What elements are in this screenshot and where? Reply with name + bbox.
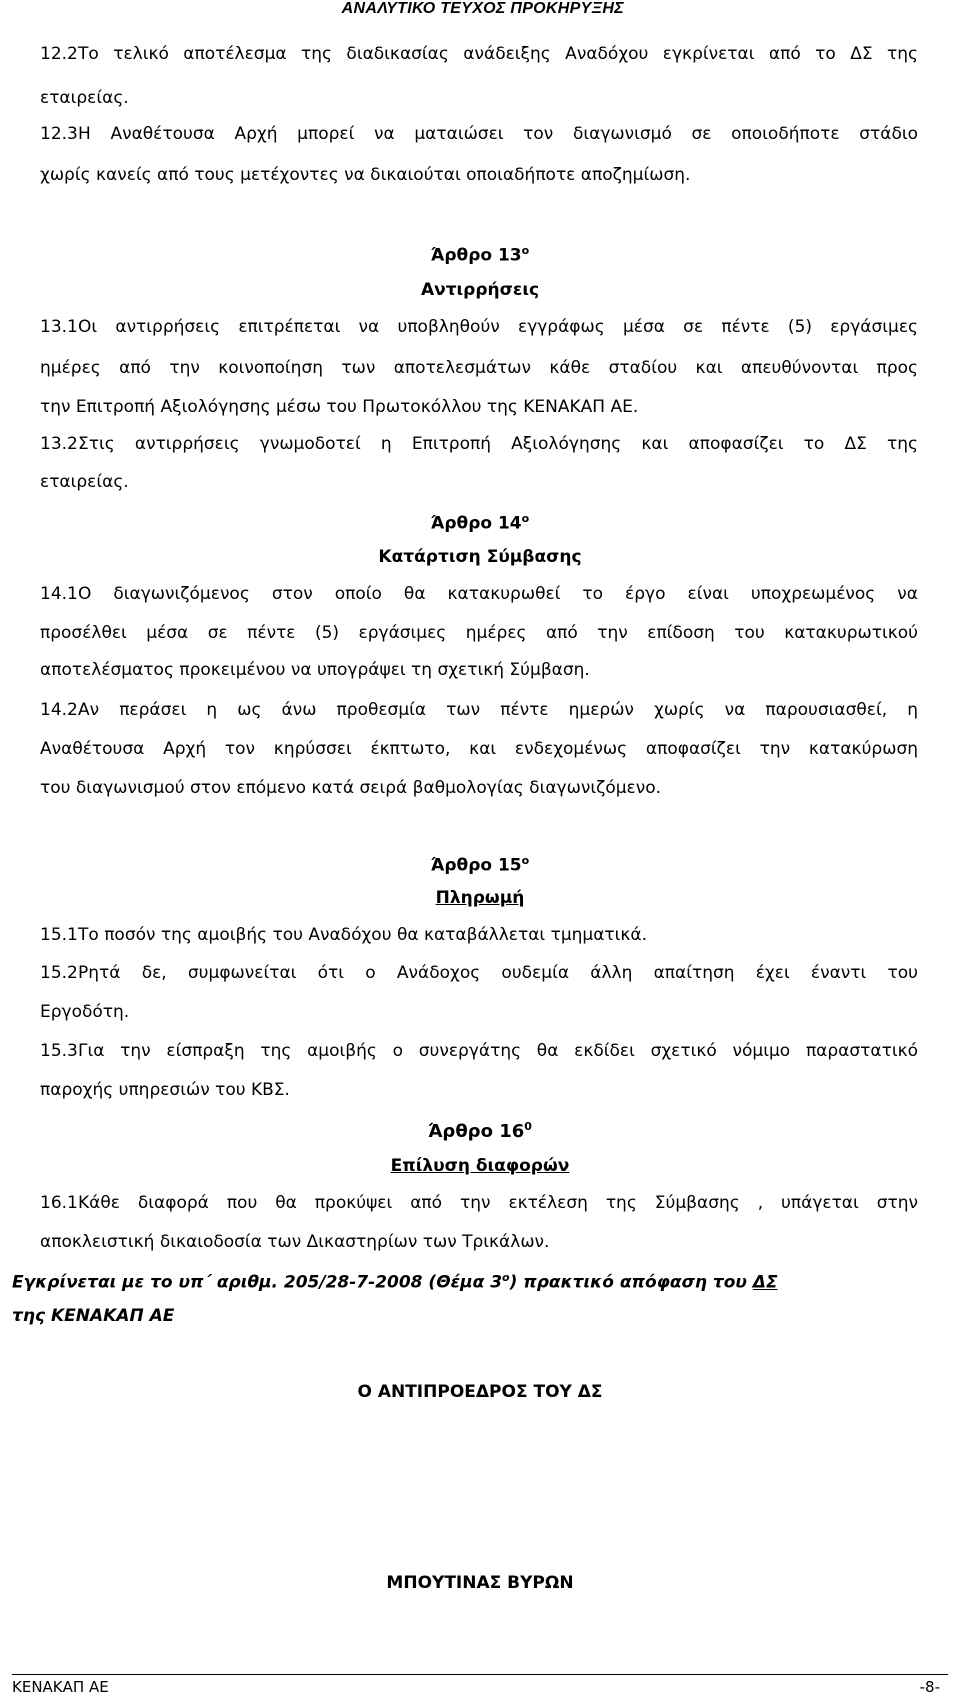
article-14-title: Άρθρο $14^o$: [430, 512, 530, 534]
paragraph-number: 15.3: [40, 1041, 78, 1061]
paragraph-16-1-line-1: 16.1Κάθε διαφορά που θα προκύψει από την εκτέλεση της Σύμβασης , υπάγεται στην: [40, 1193, 918, 1213]
paragraph-12-2-line-1: 12.2Το τελικό αποτέλεσμα της διαδικασίας ανάδειξης Αναδόχου εγκρίνεται από το ΔΣ της: [40, 44, 918, 64]
paragraph-number: 15.1: [40, 925, 78, 945]
paragraph-number: 16.1: [40, 1193, 78, 1213]
paragraph-13-2-line-1: 13.2Στις αντιρρήσεις γνωμοδοτεί η Επιτροπή Αξιολόγησης και αποφασίζει το ΔΣ της: [40, 434, 918, 454]
paragraph-14-1-line-1: 14.1Ο διαγωνιζόμενος στον οποίο θα κατακυρωθεί το έργο είναι υποχρεωμένος να: [40, 584, 918, 604]
footer-company: ΚΕΝΑΚΑΠ ΑΕ: [12, 1678, 109, 1696]
paragraph-15-3-line-2: παροχής υπηρεσιών του ΚΒΣ.: [40, 1080, 290, 1100]
article-15-subtitle: Πληρωμή: [435, 888, 525, 908]
article-14-subtitle: Κατάρτιση Σύμβασης: [378, 547, 582, 567]
paragraph-15-2-line-2: Εργοδότη.: [40, 1002, 130, 1022]
paragraph-16-1-line-2: αποκλειστική δικαιοδοσία των Δικαστηρίων των Τρικάλων.: [40, 1232, 550, 1252]
paragraph-15-3-line-1: 15.3Για την είσπραξη της αμοιβής ο συνεργάτης θα εκδίδει σχετικό νόμιμο παραστατικό: [40, 1041, 918, 1061]
paragraph-14-1-line-3: αποτελέσματος προκειμένου να υπογράψει τη σχετική Σύμβαση.: [40, 660, 590, 680]
paragraph-15-1-line-1: 15.1Το ποσόν της αμοιβής του Αναδόχου θα καταβάλλεται τμηματικά.: [40, 925, 648, 945]
paragraph-12-2-line-2: εταιρείας.: [40, 88, 129, 108]
paragraph-13-1-line-2: ημέρες από την κοινοποίηση των αποτελεσμάτων κάθε σταδίου και απευθύνονται προς: [40, 358, 918, 378]
paragraph-14-1-line-2: προσέλθει μέσα σε πέντε (5) εργάσιμες ημέρες από την επίδοση του κατακυρωτικού: [40, 623, 918, 643]
footer-divider: [12, 1674, 948, 1675]
paragraph-15-2-line-1: 15.2Ρητά δε, συμφωνείται ότι ο Ανάδοχος ουδεμία άλλη απαίτηση έχει έναντι του: [40, 963, 918, 983]
paragraph-13-1-line-1: 13.1Οι αντιρρήσεις επιτρέπεται να υποβληθούν εγγράφως μέσα σε πέντε (5) εργάσιμες: [40, 317, 918, 337]
paragraph-number: 12.3: [40, 124, 78, 144]
paragraph-12-3-line-2: χωρίς κανείς από τους μετέχοντες να δικαιούται οποιαδήποτε αποζημίωση.: [40, 165, 691, 185]
paragraph-14-2-line-3: του διαγωνισμού στον επόμενο κατά σειρά βαθμολογίας διαγωνιζόμενο.: [40, 778, 662, 798]
paragraph-12-3-line-1: 12.3Η Αναθέτουσα Αρχή μπορεί να ματαιώσει τον διαγωνισμό σε οποιοδήποτε στάδιο: [40, 124, 918, 144]
paragraph-number: 12.2: [40, 44, 78, 64]
article-13-subtitle: Αντιρρήσεις: [420, 280, 540, 300]
paragraph-number: 13.1: [40, 317, 78, 337]
paragraph-number: 14.1: [40, 584, 78, 604]
paragraph-13-2-line-2: εταιρείας.: [40, 472, 129, 492]
paragraph-number: 13.2: [40, 434, 78, 454]
article-16-subtitle: Επίλυση διαφορών: [390, 1156, 570, 1176]
page-number: -8-: [919, 1678, 940, 1696]
page-header: ΑΝΑΛΥΤΙΚΟ ΤΕΥΧΟΣ ΠΡΟΚΗΡΥΞΗΣ: [341, 0, 624, 17]
signatory-role: Ο ΑΝΤΙΠΡΟΕΔΡΟΣ ΤΟΥ ΔΣ: [357, 1382, 603, 1402]
paragraph-number: 14.2: [40, 700, 78, 720]
paragraph-14-2-line-2: Αναθέτουσα Αρχή τον κηρύσσει έκπτωτο, και ενδεχομένως αποφασίζει την κατακύρωση: [40, 739, 918, 759]
article-15-title: Άρθρο $15^o$: [430, 854, 530, 876]
paragraph-number: 15.2: [40, 963, 78, 983]
article-13-title: Άρθρο $13^o$: [430, 244, 530, 266]
paragraph-13-1-line-3: την Επιτροπή Αξιολόγησης μέσω του Πρωτοκόλλου της ΚΕΝΑΚΑΠ ΑΕ.: [40, 397, 639, 417]
approval-note-line-1: Εγκρίνεται με το υπ΄ αριθμ. 205/28-7-2008 (Θέμα $3^o$) πρακτικό απόφαση του ΔΣ: [12, 1271, 778, 1293]
approval-note-line-2: της ΚΕΝΑΚΑΠ ΑΕ: [12, 1306, 175, 1326]
article-16-title: Άρθρο $16^0$: [428, 1120, 532, 1142]
paragraph-14-2-line-1: 14.2Αν περάσει η ως άνω προθεσμία των πέντε ημερών χωρίς να παρουσιασθεί, η: [40, 700, 918, 720]
signatory-name: ΜΠΟΥΤΙΝΑΣ ΒΥΡΩΝ: [386, 1573, 574, 1593]
